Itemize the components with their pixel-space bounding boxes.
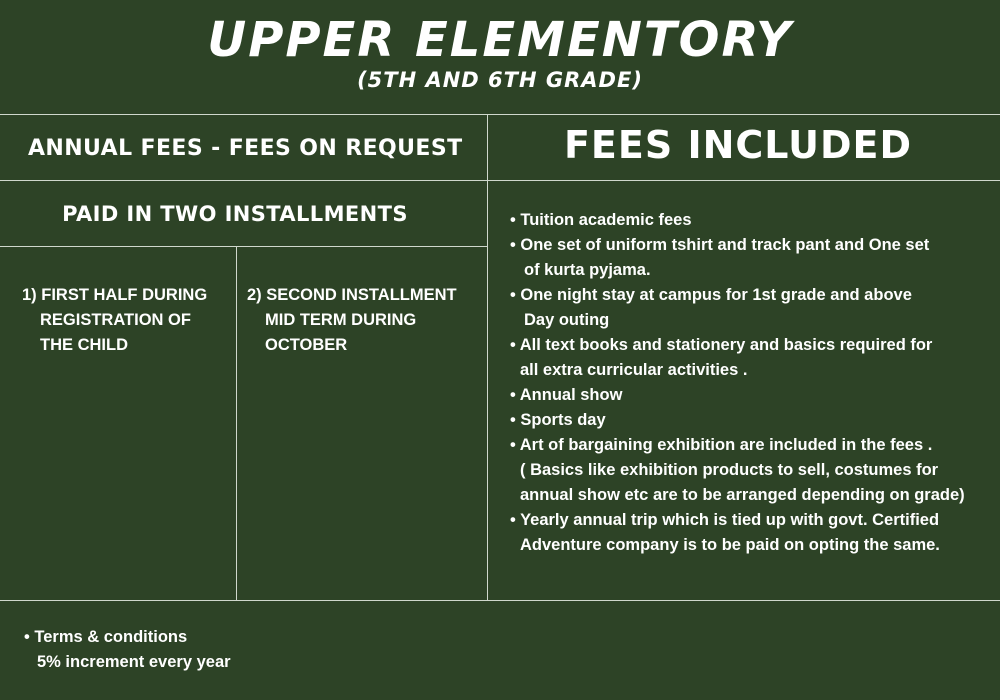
list-item: • Tuition academic fees — [510, 211, 692, 229]
terms-heading: • Terms & conditions — [24, 628, 188, 646]
table-top-divider — [0, 114, 1000, 115]
list-item: • Art of bargaining exhibition are included in the fees . — [510, 436, 933, 454]
list-item-continuation: annual show etc are to be arranged depending on grade) — [520, 486, 965, 504]
fees-included-heading: FEES INCLUDED — [563, 123, 913, 167]
terms-conditions — [24, 625, 231, 675]
list-item: • One night stay at campus for 1st grade and above — [510, 286, 912, 304]
terms-increment: 5% increment every year — [37, 653, 231, 671]
list-item: • All text books and stationery and basics required for — [510, 336, 933, 354]
list-item-continuation: Adventure company is to be paid on opting the same. — [520, 536, 940, 554]
installment-first-line2: REGISTRATION OF — [40, 311, 191, 329]
list-item: • Annual show — [510, 386, 623, 404]
list-item: • Sports day — [510, 411, 606, 429]
installments-divider — [0, 246, 487, 247]
installment-second — [247, 283, 457, 358]
list-item: • One set of uniform tshirt and track pant and One set — [510, 236, 930, 254]
installment-second-line2: MID TERM DURING — [265, 311, 417, 329]
list-item-continuation: all extra curricular activities . — [520, 361, 748, 379]
list-item: • Yearly annual trip which is tied up with govt. Certified — [510, 511, 940, 529]
installment-first-line1: 1) FIRST HALF DURING — [22, 286, 208, 304]
column-divider — [487, 114, 488, 600]
fees-included-list — [510, 208, 965, 558]
table-bottom-divider — [0, 600, 1000, 601]
list-item-continuation: Day outing — [524, 311, 610, 329]
page-subtitle: (5TH AND 6TH GRADE) — [357, 68, 643, 92]
installment-first-line3: THE CHILD — [40, 336, 128, 354]
list-item-continuation: ( Basics like exhibition products to sell, costumes for — [520, 461, 939, 479]
installment-second-line1: 2) SECOND INSTALLMENT — [247, 286, 457, 304]
installment-column-divider — [236, 246, 237, 600]
annual-fees-label: ANNUAL FEES - FEES ON REQUEST — [28, 136, 463, 161]
header-row-divider — [0, 180, 1000, 181]
list-item-continuation: of kurta pyjama. — [524, 261, 651, 279]
installment-first — [22, 283, 207, 358]
paid-installments-heading: PAID IN TWO INSTALLMENTS — [62, 202, 408, 226]
page-title: UPPER ELEMENTORY — [207, 12, 793, 68]
installment-second-line3: OCTOBER — [265, 336, 348, 354]
